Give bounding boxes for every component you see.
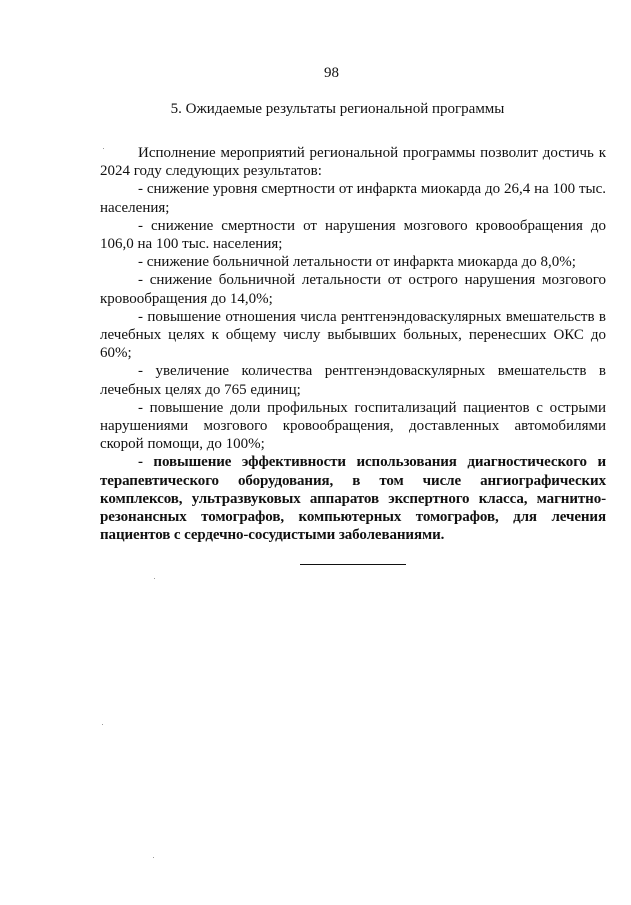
scan-speck [102,724,103,725]
end-divider-line [300,564,406,565]
section-title: 5. Ожидаемые результаты региональной программы [170,101,505,117]
list-item: - снижение смертности от нарушения мозгового кровообращения до 106,0 на 100 тыс. населения; [100,217,606,253]
list-item: - повышение эффективности использования диагностического и терапевтического оборудования, в том числе ангиографических комплексов, ультразвуковых аппаратов экспертного класса, магнитно-резонансных томографов, компьютерных томографов, для лечения пациентов с сердечно-сосудистыми заболеваниями. [100,454,606,544]
page-number: 98 [324,65,339,81]
document-body [100,144,606,544]
intro-paragraph: Исполнение мероприятий региональной программы позволит достичь к 2024 году следующих результатов: [100,145,606,180]
list-item: - снижение больничной летальности от инфаркта миокарда до 8,0%; [138,254,576,271]
scan-speck [103,148,104,149]
list-item: - снижение уровня смертности от инфаркта миокарда до 26,4 на 100 тыс. населения; [100,181,606,216]
list-item: - повышение доли профильных госпитализаций пациентов с острыми нарушениями мозгового кровообращения, доставленных автомобилями скорой помощи, до 100%; [100,399,606,453]
list-item: - снижение больничной летальности от острого нарушения мозгового кровообращения до 14,0%; [100,272,606,307]
list-item: - увеличение количества рентгенэндоваскулярных вмешательств в лечебных целях до 765 единиц; [100,363,606,398]
scan-speck [154,578,155,579]
scan-speck [153,857,154,858]
list-item: - повышение отношения числа рентгенэндоваскулярных вмешательств в лечебных целях к общему числу выбывших больных, перенесших ОКС до 60%; [100,308,606,362]
